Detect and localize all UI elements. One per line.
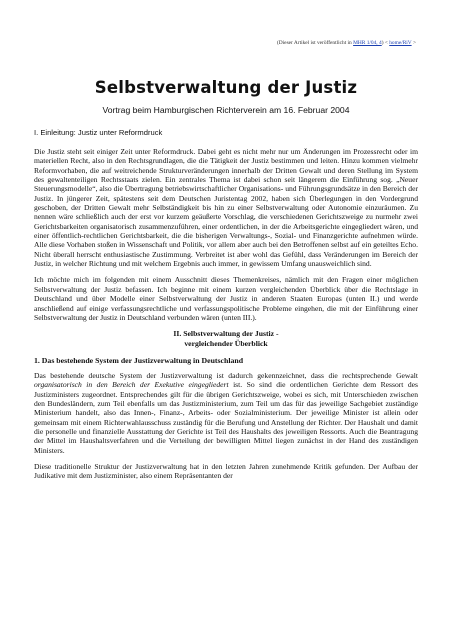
paragraph-intro-2: Ich möchte mich im folgenden mit einem Ausschnitt dieses Themenkreises, nämlich mit den Fragen einer möglichen Selbstverwaltung der Justiz befassen. Ich beginne mit einem kurzen vergleichenden Überblick über die Rechtslage in Deutschland und über Modelle einer Selbstverwaltung der Justiz in anderen Staaten Europas (unten II.) und werde anschließend auf einige verfassungsrechtliche und verfassungspolitische Probleme eingehen, die mit der Einführung einer Selbstverwaltung der Justiz in Deutschland verbunden wären (unten III.). xyxy=(34,275,418,322)
paragraph-germany-1 xyxy=(34,371,418,455)
subsection-heading-germany: 1. Das bestehende System der Justizverwaltung in Deutschland xyxy=(34,356,244,365)
paragraph-germany-1-emphasis: organisatorisch in den Bereich der Exekutive eingegliedert xyxy=(34,380,229,390)
section-heading-overview-line1: II. Selbstverwaltung der Justiz - xyxy=(173,329,279,339)
section-heading-overview-line2: vergleichender Überblick xyxy=(184,338,268,348)
home-riv-link[interactable]: home/RiV xyxy=(389,40,412,46)
paragraph-germany-2: Diese traditionelle Struktur der Justizverwaltung hat in den letzten Jahren zunehmende Kritik gefunden. Der Aufbau der Judikative mit dem Justizminister, also einem Repräsentanten der xyxy=(34,462,418,481)
section-heading-overview xyxy=(34,329,418,348)
paragraph-germany-1-end: ist. So sind die ordentlichen Gerichte dem Ressort des Justizministers zugeordnet. Entsprechendes gilt für die übrigen Gerichtszweige, wobei es sich, mit Unterschieden zwischen den Bundesländern, zum Teil ebenfalls um das Justizministerium, zum Teil um das für das jeweilige Sachgebiet zuständige Ministerium handelt, also das Innen-, Finanz-, Arbeits- oder Sozialministerium. Der jeweilige Minister ist allein oder gemeinsam mit einem Richterwahlausschuss zuständig für die Berufung und Anstellung der Richter. Der Haushalt und damit die personelle und finanzielle Ausstattung der Gerichte ist Teil des Haushalts des jeweiligen Ressorts. Auch die Beantragung der Mittel im Haushaltsverfahren und die Verteilung der bewilligten Mittel liegen zunächst in der Hand des zuständigen Ministers. xyxy=(34,380,419,455)
document-title: Selbstverwaltung der Justiz xyxy=(94,78,358,97)
note-suffix: > xyxy=(411,40,416,46)
paragraph-germany-1-start: Das bestehende deutsche System der Justizverwaltung ist dadurch gekennzeichnet, dass die rechtsprechende Gewalt xyxy=(34,371,418,380)
mhr-link[interactable]: MHR 1/04, 4 xyxy=(353,40,382,46)
document-subtitle: Vortrag beim Hamburgischen Richterverein am 16. Februar 2004 xyxy=(102,105,350,115)
note-middle: ) < xyxy=(381,40,390,46)
paragraph-intro-1: Die Justiz steht seit einiger Zeit unter Reformdruck. Dabei geht es nicht mehr nur um Änderungen im Prozessrecht oder im materiellen Recht, also in den Rechtsgrundlagen, die die Tätigkeit der Justiz bestimmen und leiten. Hinzu kommen vielmehr Reformvorhaben, die auf weitreichende Strukturveränderungen innerhalb der Dritten Gewalt und deren Stellung im System des gewaltenteiligen Rechtsstaats zielen. Ein zentrales Thema ist dabei schon seit längerem die Einführung sog. „Neuer Steuerungsmodelle“, also die Übertragung betriebswirtschaftlicher Organisations- und Führungsgrundsätze in den Bereich der Justiz. In jüngerer Zeit, spätestens seit dem Deutschen Juristentag 2002, haben sich Überlegungen in den Vordergrund geschoben, der Dritten Gewalt mehr Selbständigkeit bis hin zu einer Selbstverwaltung oder Autonomie einzuräumen. Zu nennen wäre schließlich auch der erst vor kurzem geäußerte Vorschlag, die verschiedenen Gerichtszweige zu nurmehr zwei Gerichtsbarkeiten organisatorisch zusammenzuführen, einer ordentlichen, in der die Arbeitsgerichte eingegliedert wären, und einer öffentlich-rechtlichen Gerichtsbarkeit, die die bisherigen Verwaltungs-, Sozial- und Finanzgerichte aufnehmen würde. Alle diese Vorhaben stoßen in Wissenschaft und Politik, vor allem aber auch bei den Betroffenen selbst auf ein geteiltes Echo. Nicht überall herrscht enthusiastische Zustimmung. Verbreitet ist aber wohl das Gefühl, dass Veränderungen im Bereich der Justiz, in welcher Richtung und mit welchem Ergebnis auch immer, in gewissem Umfang unausweichlich sind. xyxy=(34,147,418,269)
publication-note xyxy=(277,40,416,46)
note-prefix: (Dieser Artikel ist veröffentlicht in xyxy=(276,40,354,46)
document-body xyxy=(34,128,418,488)
section-heading-intro: I. Einleitung: Justiz unter Reformdruck xyxy=(34,128,163,137)
